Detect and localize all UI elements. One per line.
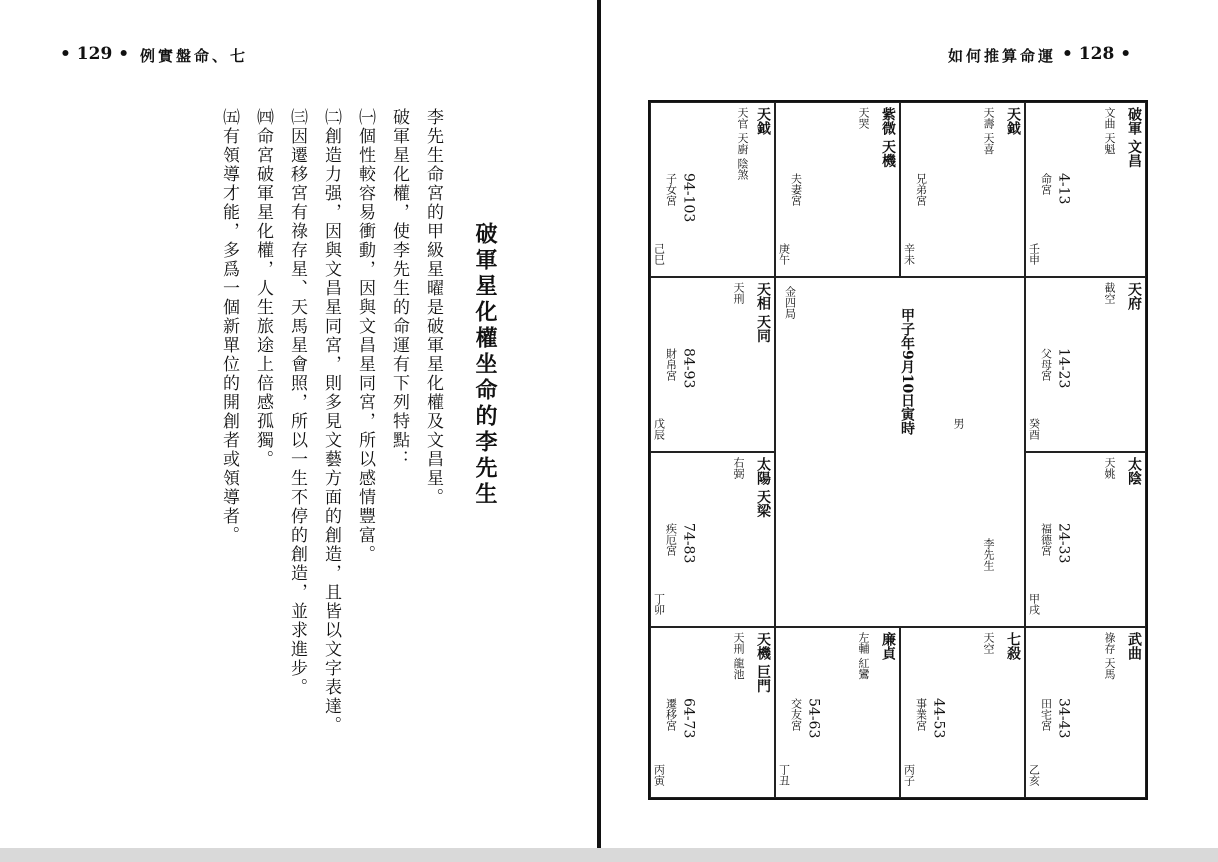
running-head-right: 如何推算命運 bbox=[948, 47, 1057, 65]
palace-cell: 破軍 文昌 文曲 天魁 4-13 命宮 壬申 bbox=[1025, 102, 1146, 277]
element-bureau: 金四局 bbox=[783, 286, 797, 319]
page-number-right: • 128 • bbox=[1062, 44, 1132, 64]
gender-label: 男 bbox=[952, 418, 965, 429]
palace-cell: 天鉞 天壽 天喜 兄弟宮 辛未 bbox=[900, 102, 1025, 277]
body-line-4: ㈡創造力强，因與文昌星同宮，則多見文藝方面的創造，且皆以文字表達。 bbox=[321, 108, 341, 735]
section-title: 破軍星化權坐命的李先生 bbox=[472, 222, 498, 508]
page-number-left: • 129 • bbox=[60, 44, 130, 64]
body-line-2: 破軍星化權，使李先生的命運有下列特點： bbox=[389, 108, 409, 469]
birth-info: 甲子年9月10日寅時 bbox=[899, 308, 915, 436]
body-line-5: ㈢因遷移宮有祿存星、天馬星會照，所以一生不停的創造，並求進步。 bbox=[287, 108, 307, 697]
palace-cell: 武曲 祿存 天馬 34-43 田宅宮 乙亥 bbox=[1025, 627, 1146, 798]
body-line-7: ㈤有領導才能，多爲一個新單位的開創者或領導者。 bbox=[219, 108, 239, 545]
palace-cell: 太陰 天姚 24-33 福德宮 甲戌 bbox=[1025, 452, 1146, 627]
chart-center bbox=[775, 277, 1025, 627]
palace-cell: 天府 截空 14-23 父母宮 癸酉 bbox=[1025, 277, 1146, 452]
palace-cell: 廉貞 左輔 紅鸞 54-63 交友宮 丁丑 bbox=[775, 627, 900, 798]
palace-cell: 天機 巨門 天刑 龍池 64-73 遷移宮 丙寅 bbox=[650, 627, 775, 798]
body-line-6: ㈣命宮破軍星化權，人生旅途上倍感孤獨。 bbox=[253, 108, 273, 469]
palace-cell: 太陽 天梁 右弼 74-83 疾厄宮 丁卯 bbox=[650, 452, 775, 627]
palace-cell: 天相 天同 天刑 84-93 財帛宮 戊辰 bbox=[650, 277, 775, 452]
palace-cell: 七殺 天空 44-53 事業宮 丙子 bbox=[900, 627, 1025, 798]
astrology-chart bbox=[648, 100, 1148, 800]
scan-bottom-band bbox=[0, 848, 1218, 862]
book-spine bbox=[597, 0, 601, 848]
body-line-3: ㈠個性較容易衝動，因與文昌星同宮，所以感情豐富。 bbox=[355, 108, 375, 564]
body-line-1: 李先生命宮的甲級星曜是破軍星化權及文昌星。 bbox=[423, 108, 443, 507]
palace-cell: 紫微 天機 天哭 夫妻宮 庚午 bbox=[775, 102, 900, 277]
person-name: 李先生 bbox=[982, 538, 995, 571]
palace-cell: 天鉞 天官 天廚 陰煞 94-103 子女宮 己巳 bbox=[650, 102, 775, 277]
running-head-left: 例實盤命、七 bbox=[140, 47, 249, 65]
left-page bbox=[0, 0, 598, 848]
